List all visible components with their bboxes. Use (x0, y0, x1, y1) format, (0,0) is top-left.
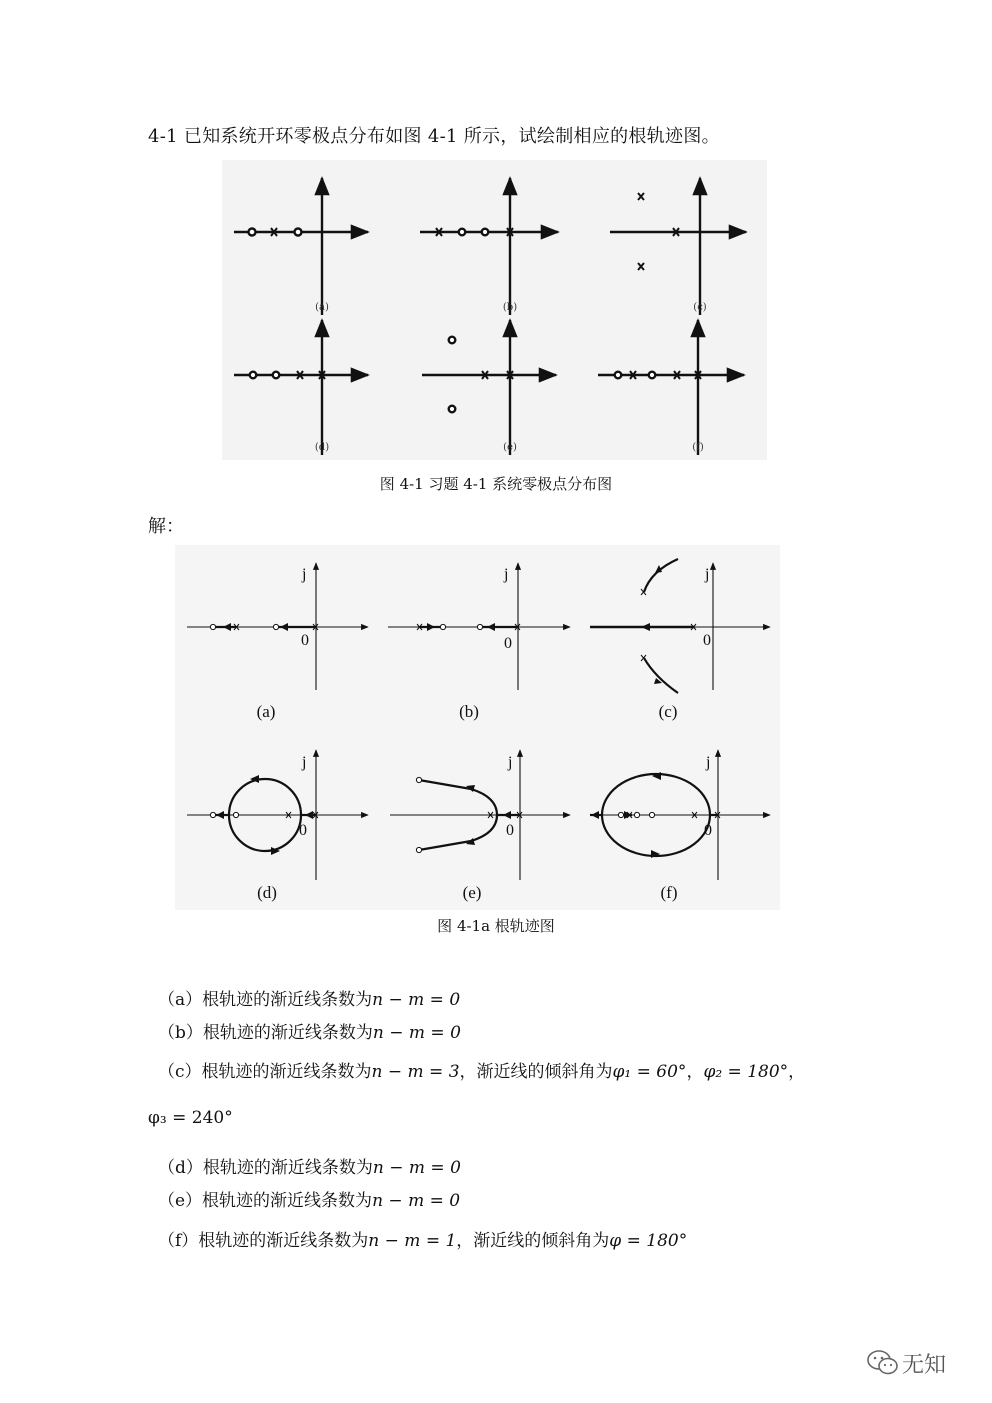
origin-label-b: 0 (504, 635, 512, 652)
fig2-label-c: (c) (658, 702, 678, 721)
pole-zero-figure (222, 160, 767, 460)
figure1-caption: 图 4-1 习题 4-1 系统零极点分布图 (379, 475, 613, 493)
j-label-d: j (302, 754, 307, 771)
answer-c-phi3: φ₃ = 240° (148, 1108, 233, 1128)
pz-plot-f (598, 320, 744, 455)
origin-label-f: 0 (704, 822, 712, 839)
origin-label-a: 0 (301, 632, 309, 649)
answer-e: （e）根轨迹的渐近线条数为n − m = 0 (158, 1191, 461, 1211)
fig2-label-d: (d) (257, 883, 277, 902)
fig2-label-e: (e) (462, 883, 482, 902)
pz-plot-b (420, 178, 558, 315)
answer-f: （f）根轨迹的渐近线条数为n − m = 1，渐近线的倾斜角为φ = 180° (158, 1231, 688, 1251)
j-label-b: j (504, 566, 509, 583)
watermark-text: 无知 (902, 1353, 947, 1378)
problem-statement: 4-1 已知系统开环零极点分布如图 4-1 所示，试绘制相应的根轨迹图。 (148, 126, 720, 147)
figure2-caption: 图 4-1a 根轨迹图 (437, 917, 555, 935)
fig2-label-b: (b) (459, 702, 479, 721)
watermark (866, 1346, 966, 1376)
fig1-label-d: (d) (314, 442, 330, 453)
fig1-label-f: (f) (692, 442, 704, 453)
answer-a: （a）根轨迹的渐近线条数为n − m = 0 (158, 990, 461, 1010)
fig2-label-f: (f) (660, 883, 678, 902)
pz-plot-c (610, 178, 746, 315)
j-label-f: j (706, 754, 711, 771)
answer-d: （d）根轨迹的渐近线条数为n − m = 0 (158, 1158, 461, 1178)
fig1-label-a: (a) (315, 302, 329, 313)
solution-label: 解： (148, 516, 184, 537)
pz-plot-d (234, 320, 368, 455)
origin-label-c: 0 (703, 632, 711, 649)
j-label-e: j (508, 754, 513, 771)
origin-label-e: 0 (506, 822, 514, 839)
answer-b: （b）根轨迹的渐近线条数为n − m = 0 (158, 1023, 461, 1043)
j-label-c: j (705, 566, 710, 583)
wechat-icon (866, 1348, 900, 1378)
pz-plot-a (234, 178, 368, 315)
answer-c: （c）根轨迹的渐近线条数为n − m = 3，渐近线的倾斜角为φ₁ = 60°，φ₂ = 180°， (158, 1062, 806, 1082)
j-label-a: j (302, 566, 307, 583)
root-locus-figure (175, 545, 780, 910)
fig1-label-c: (c) (693, 302, 707, 313)
origin-label-d: 0 (299, 822, 307, 839)
fig2-label-a: (a) (256, 702, 276, 721)
pz-plot-e (422, 320, 556, 455)
fig1-label-e: (e) (503, 442, 517, 453)
fig1-label-b: (b) (502, 302, 518, 313)
